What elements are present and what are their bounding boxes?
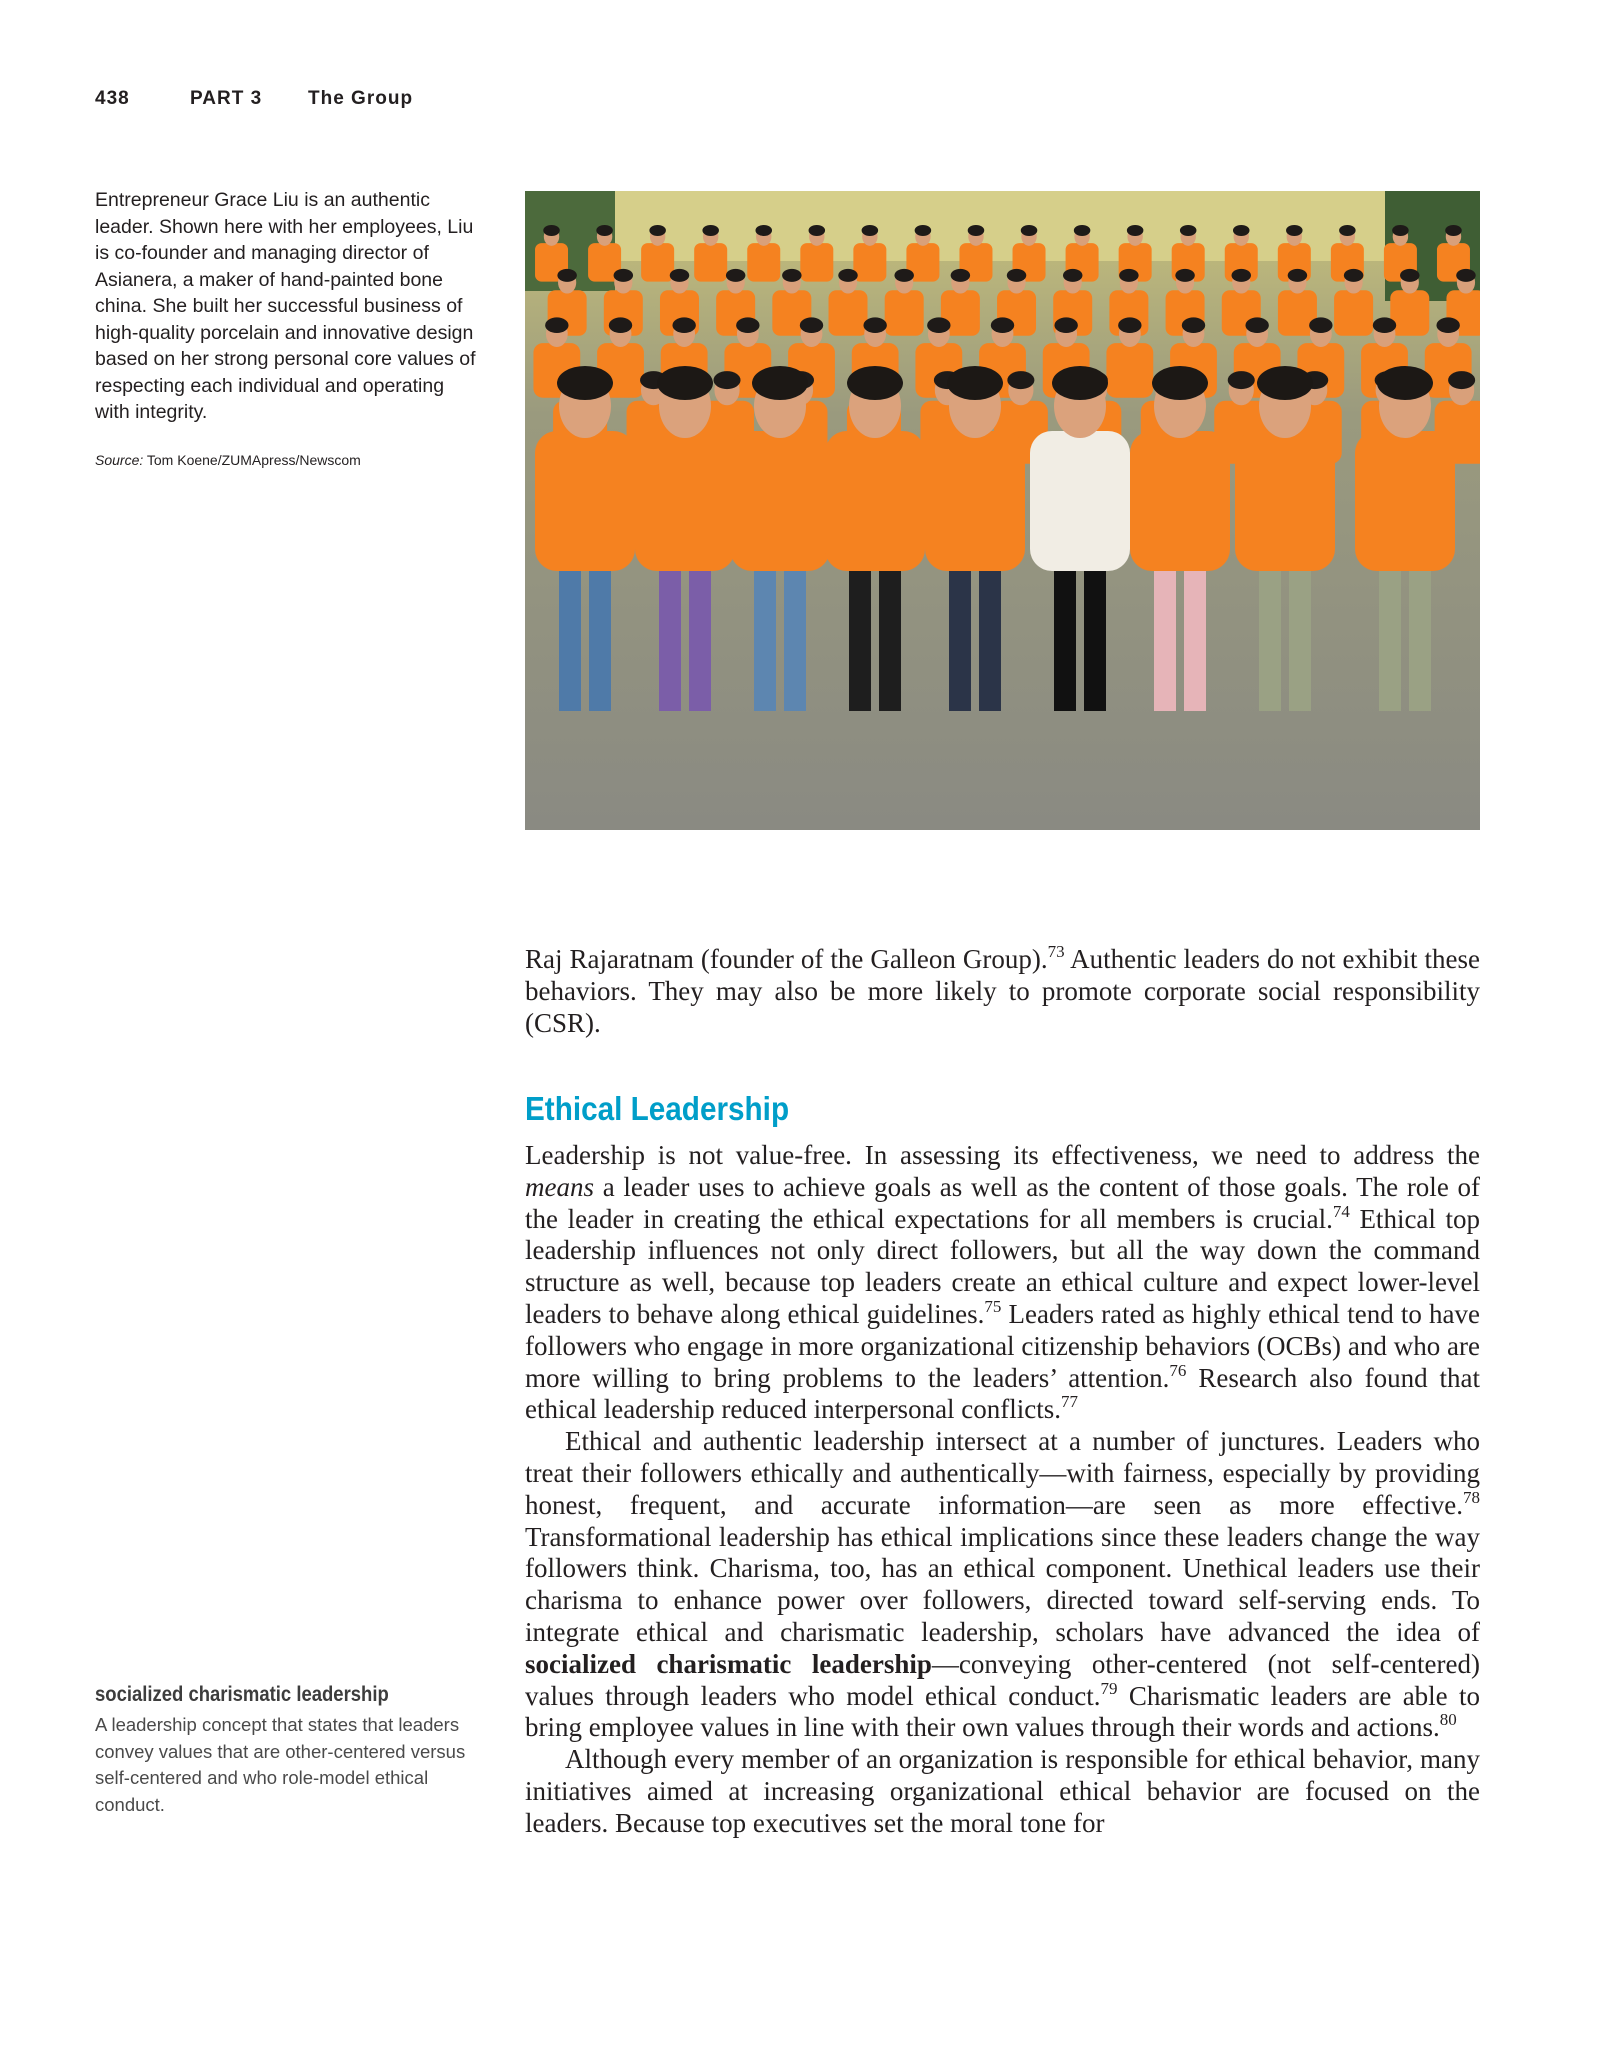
- group-photo: [525, 191, 1480, 830]
- section-body: [525, 1140, 1480, 1840]
- p2-text-c: Ethical top leadership influences not only direct followers, but all the way down the command structure as well, because top leaders create an ethical culture and expect lower-level leaders to behave along ethical guidelines.: [525, 1203, 1480, 1329]
- p2-text-d: Leaders rated as highly ethical tend to have followers who engage in more organizational citizenship behaviors (OCBs) and who are more willing to bring problems to the leaders’ attention.: [525, 1298, 1480, 1393]
- p3-text-a: Ethical and authentic leadership intersect at a number of junctures. Leaders who treat their followers ethically and authentically—with fairness, especially by providing honest, frequent, and accurate information—are seen as more effective.: [525, 1426, 1480, 1520]
- source-text: Tom Koene/ZUMApress/Newscom: [146, 452, 361, 468]
- glossary-term: socialized charismatic leadership: [95, 1683, 389, 1706]
- p2-text-e: Research also found that ethical leadership reduced interpersonal conflicts.: [525, 1362, 1480, 1425]
- footnote-79: 79: [1100, 1678, 1118, 1698]
- p2-text-b: a leader uses to achieve goals as well as the content of those goals. The role of the leader in creating the ethical expectations for all members is crucial.: [525, 1171, 1480, 1234]
- footnote-76: 76: [1169, 1360, 1187, 1380]
- p3-text-d: Charismatic leaders are able to bring employee values in line with their own values through their words and actions.: [525, 1680, 1480, 1743]
- photo-source: [95, 452, 480, 468]
- footnote-74: 74: [1332, 1201, 1350, 1221]
- group-photo-illustration: [525, 191, 1480, 830]
- footnote-73: 73: [1047, 942, 1065, 961]
- footnote-75: 75: [984, 1296, 1002, 1316]
- paragraph-1: [525, 944, 1480, 1039]
- p2-emphasis: means: [525, 1171, 594, 1202]
- footnote-80: 80: [1439, 1710, 1457, 1730]
- footnote-77: 77: [1061, 1392, 1079, 1412]
- p3-text-b: Transformational leadership has ethical implications since these leaders change the way followers think. Charisma, too, has an ethical component. Unethical leaders use their charisma to enhance power over followers, directed toward self-serving ends. To integrate ethical and charismatic leadership, scholars have advanced the idea of: [525, 1521, 1480, 1647]
- paragraph-3: [525, 1426, 1480, 1744]
- photo-caption: Entrepreneur Grace Liu is an authentic leader. Shown here with her employees, Liu is co-founder and managing director of Asianera, a maker of hand-painted bone china. She built her successful business of high-quality porcelain and innovative design based on her strong personal core values of respecting each individual and operating with integrity.: [95, 189, 476, 423]
- part-label: PART 3: [190, 88, 263, 109]
- p1-text-a: Raj Rajaratnam (founder of the Galleon Group).: [525, 944, 1048, 974]
- source-label: Source:: [95, 452, 144, 468]
- footnote-78: 78: [1463, 1487, 1480, 1507]
- part-title: The Group: [308, 88, 414, 109]
- paragraph-4: Although every member of an organization is responsible for ethical behavior, many initiatives aimed at increasing organizational ethical behavior are focused on the leaders. Because top executives set the moral tone for: [525, 1744, 1480, 1838]
- paragraph-2: [525, 1140, 1480, 1426]
- page-number: 438: [95, 88, 130, 109]
- glossary-definition: A leadership concept that states that leaders convey values that are other-centered versus self-centered and who role-model ethical conduct.: [95, 1714, 466, 1815]
- p1-text-b: Authentic leaders do not exhibit these behaviors. They may also be more likely to promote corporate social responsibility (CSR).: [525, 944, 1480, 1038]
- section-heading: Ethical Leadership: [525, 1090, 790, 1127]
- p3-text-c: —conveying other-centered (not self-centered) values through leaders who model ethical conduct.: [525, 1648, 1480, 1711]
- running-head: [95, 88, 413, 110]
- p2-text-a: Leadership is not value-free. In assessing its effectiveness, we need to address the: [525, 1140, 1480, 1170]
- key-term-inline: socialized charismatic leadership: [525, 1648, 932, 1679]
